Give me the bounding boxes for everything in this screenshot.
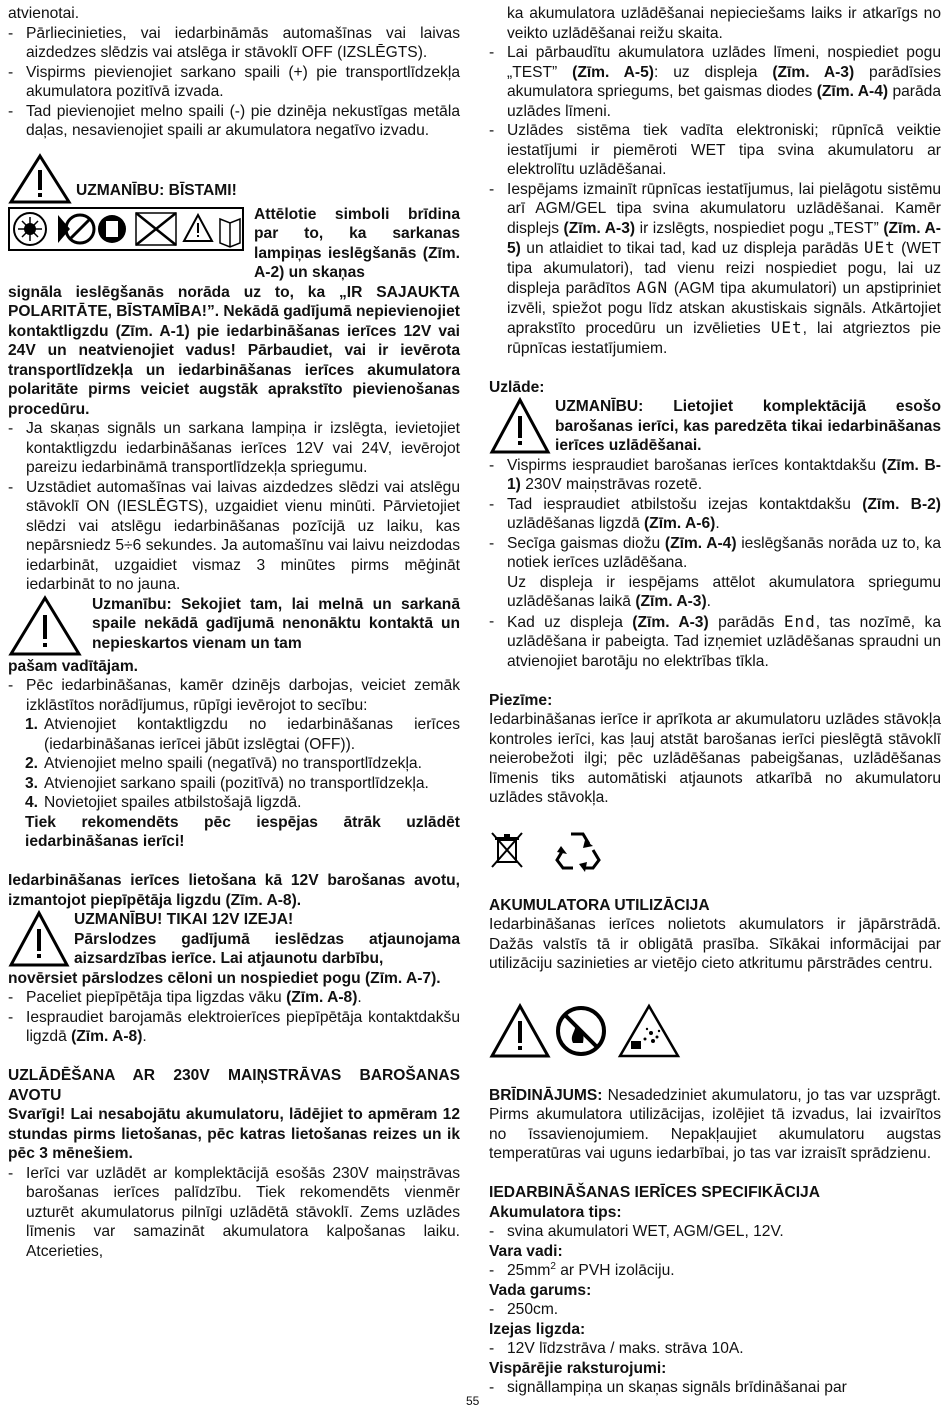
list-item: - Tad pievienojiet melno spaili (-) pie dzinēja nekustīgas metāla daļas, nesavienojiet spaili ar akumulatora negatīvo izvadu. [8, 102, 460, 139]
spec-value: - 250cm. [489, 1301, 559, 1318]
spec-value: - signāllampiņa un skaņas signāls brīdināšanai par [489, 1379, 847, 1396]
socket-warning-text: Pārslodzes gadījumā ieslēdzas atjaunojama aizsardzības ierīce. Lai atjaunotu darbību, [74, 930, 460, 967]
list-item: - Paceliet piepīpētāja tipa ligzdas vāku (Zīm. A-8). [8, 989, 362, 1006]
list-item: - Pēc iedarbināšanas, kamēr dzinējs darbojas, veiciet zemāk izklāstītos norādījumus, rūpīgi ievērojot to secību: [8, 677, 460, 714]
spec-label: Akumulatora tips: [489, 1203, 622, 1221]
mains-heading: UZLĀDĒŠANA AR 230V MAIŅSTRĀVAS BAROŠANAS AVOTU [8, 1067, 460, 1104]
socket-warning-title: UZMANĪBU! TIKAI 12V IZEJA! [74, 911, 294, 928]
warning-triangle-icon [489, 397, 551, 455]
caution-text: Uzmanību: Sekojiet tam, lai melnā un sarkanā spaile nekādā gadījumā nenonāktu kontaktā un nepieskartos vienam un tam [92, 595, 460, 652]
warning-triangle-icon [8, 910, 70, 968]
disposal-text: Iedarbināšanas ierīces nolietots akumulators ir jāpārstrādā. Dažās valstīs tā ir obligātā prasība. Sīkākai informācijai par utilizāciju sazinieties ar vietējo cieto atkritumu pārstrādes centru. [489, 916, 941, 972]
list-item: - Tad iespraudiet atbilstošu izejas kontaktdakšu (Zīm. B-2) uzlādēšanas ligzdā (Zīm. A-6). [489, 495, 941, 532]
warnings-paragraph: BRĪDINĀJUMS: Nesadedziniet akumulatoru, jo tas var uzsprāgt. Pirms akumulatora utilizācijas, izolējiet tā izvadus, lai izvairītos no īssavienojumiem. Nepakļaujiet akumulatoru augstas temperatūras vai uguns iedarbībai, jo tas var izraisīt sprādzienu. [489, 1086, 941, 1162]
step-item: 1. Atvienojiet kontaktligzdu no iedarbināšanas ierīces (iedarbināšanas ierīcei jābūt izslēgtai (OFF)). [25, 716, 460, 753]
list-item: - Vispirms pievienojiet sarkano spaili (+) pie transportlīdzekļa akumulatora pozitīvā izvada. [8, 63, 460, 100]
caution-rest: pašam vadītājam. [8, 657, 139, 675]
spec-label: Vada garums: [489, 1281, 592, 1299]
list-item: - Ierīci var uzlādēt ar komplektācijā esošās 230V maiņstrāvas barošanas ierīces palīdzību. Tiek rekomendēts vienmēr uzturēt akumulatorus pilnīgi uzlādētā stāvoklī. Zems uzlādes līmenis var samazināt akumulatora kalpošanas laiku. Atcerieties, [8, 1164, 460, 1260]
spec-value: - 12V līdzstrāva / maks. strāva 10A. [489, 1340, 744, 1357]
list-item: - Ja skaņas signāls un sarkana lampiņa ir izslēgta, ievietojiet kontaktligzdu iedarbināšanas ierīces 12V vai 24V, ievērojot pareizu iedarbināmā transportlīdzekļa spriegumu. [8, 420, 460, 476]
socket-heading: Iedarbināšanas ierīces lietošana kā 12V barošanas avotu, izmantojot piepīpētāja ligzdu (Zīm. A-8). [8, 872, 460, 909]
display-code-wet: UEt [863, 238, 896, 257]
warning-triangle-icon [489, 1003, 551, 1059]
step-item: 3. Atvienojiet sarkano spaili (pozitīvā) no transportlīdzekļa. [25, 774, 429, 792]
charge-warning: UZMANĪBU: Lietojiet komplektācijā esošo barošanas ierīci, kas paredzēta tikai iedarbināšanas ierīces uzlādēšanai. [555, 398, 941, 454]
display-code-wet: UEt [770, 318, 803, 337]
continuation-line: atvienotai. [8, 5, 80, 22]
warning-triangle-icon [8, 153, 72, 205]
list-item: - Iespējams izmainīt rūpnīcas iestatījumus, lai pielāgotu sistēmu arī AGM/GEL tipa svina akumulatoru uzlādēšanai. Kamēr displejs (Zīm. A-3) ir izslēgts, nospiediet pogu „TEST” (Zīm. A-5) un atlaidiet to tikai tad, kad uz displeja parādās UEt (WET tipa akumulatori), tad vienu reizi nospiediet pogu, lai uz displeja parādītos AGN (AGM tipa akumulatori) un apstipriniet izvēli, spiežot pogu līdz atskan akustiskais signāls. Atkārtojiet aprakstīto procedūru un izvēlieties UEt, lai atgrieztos pie rūpnīcas iestatījumiem. [489, 180, 941, 357]
list-item: - Lai pārbaudītu akumulatora uzlādes līmeni, nospiediet pogu „TEST” (Zīm. A-5): uz displeja (Zīm. A-3) parādīsies akumulatora spriegums, bet gaismas diodes (Zīm. A-4) parāda uzlādes līmeni. [489, 44, 942, 120]
list-item: - Vispirms iespraudiet barošanas ierīces kontaktdakšu (Zīm. B-1) 230V maiņstrāvas rozetē. [489, 456, 941, 493]
list-item: - Secīga gaismas diožu (Zīm. A-4) ieslēgšanās norāda uz to, ka notiek ierīces uzlādēšana. Uz displeja ir iespējams attēlot akumulatora spriegumu uzlādēšanas laikā (Zīm. A-3). [489, 534, 942, 610]
list-item: - Uzlādes sistēma tiek vadīta elektroniski; rūpnīcā veiktie iestatījumi ir piemēroti WET tipa svina akumulatoru ar elektrolītu uzlādēšanai. [489, 122, 941, 178]
note-heading: Piezīme: [489, 691, 553, 709]
disposal-heading: AKUMULATORA UTILIZĀCIJA [489, 896, 710, 914]
list-item: - Iespraudiet barojamās elektroierīces piepīpētāja kontaktdakšu ligzdā (Zīm. A-8). [8, 1008, 460, 1045]
list-item: - Uzstādiet automašīnas vai laivas aizdedzes slēdzi vai atslēgu stāvoklī ON (IESLĒGTS), uzgaidiet vienu minūti. Pārvietojiet slēdzi vai atslēgu iedarbināšanas pozīcijā uz laiku, kas nepārsniedz 5÷6 sekundes. Ja automašīnu vai laivu neizdodas iedarbināt, uzgaidiet vismaz 3 minūtes pirms mēģināt iedarbināt to no jauna. [8, 478, 460, 593]
spec-label: Vara vadi: [489, 1242, 563, 1260]
polarity-warning-symbols-icon [8, 207, 244, 251]
recommendation: Tiek rekomendēts pēc iespējas ātrāk uzlādēt iedarbināšanas ierīci! [25, 813, 460, 850]
danger-body: signāla ieslēgšanās norāda uz to, ka „IR SAJAUKTA POLARITĀTE, BĪSTAMĪBA!”. Nekādā gadījumā nepievienojiet kontaktligzdu (Zīm. A-1) pie iedarbināšanas ierīces 12V vai 24V un neatvienojiet vadus! Pārbaudiet, vai ir ievērota transportlīdzekļa un iedarbināšanas ierīces akumulatora polaritāte pirms veiciet augstāk aprakstīto pievienošanas procedūru. [8, 283, 460, 418]
right-column [489, 4, 941, 1398]
display-code-end: End [783, 611, 816, 631]
list-item: - Kad uz displeja (Zīm. A-3) parādās End, tas nozīmē, ka uzlādēšana ir pabeigta. Tad izņemiet uzlādēšanas spraudni un atvienojiet barotāju no elektrības tīkla. [489, 611, 941, 670]
spec-label: Vispārējie raksturojumi: [489, 1359, 667, 1377]
crossed-bin-icon [489, 830, 525, 870]
list-item: - Pārliecinieties, vai iedarbināmās automašīnas vai laivas aizdedzes slēdzis vai atslēga ir stāvoklī OFF (IZSLĒGTS). [8, 24, 460, 61]
danger-title: UZMANĪBU: BĪSTAMI! [76, 181, 237, 199]
caution-triangle-icon [8, 595, 82, 657]
no-fire-icon [555, 1005, 607, 1057]
explosion-warning-icon [617, 1003, 681, 1059]
spec-value: - svina akumulatori WET, AGM/GEL, 12V. [489, 1223, 784, 1240]
spec-value: - $25mm^2$ ar PVH izolāciju. [489, 1260, 675, 1279]
spec-label: Izejas ligzda: [489, 1320, 586, 1338]
danger-side-text: Attēlotie simboli brīdina par to, ka sarkanas lampiņas ieslēgšanās (Zīm. A-2) un skaņas [254, 205, 460, 281]
page-number: 55 [466, 1394, 480, 1408]
step-item: 4. Novietojiet spailes atbilstošajā ligzdā. [25, 794, 302, 811]
left-column [8, 4, 460, 1261]
display-code-agm: AGN [636, 278, 669, 297]
recycle-icon [553, 828, 603, 872]
step-item: 2. Atvienojiet melno spaili (negatīvā) no transportlīdzekļa. [25, 755, 422, 772]
hazard-icons [489, 974, 941, 1086]
spec-heading: IEDARBINĀŠANAS IERĪCES SPECIFIKĀCIJA [489, 1184, 820, 1201]
charge-heading: Uzlāde: [489, 378, 545, 396]
continuation-text: ka akumulatora uzlādēšanai nepieciešams laiks ir atkarīgs no veikto uzlādēšanai reižu skaita. [507, 5, 941, 42]
disposal-icons [489, 808, 941, 892]
mains-important: Svarīgi! Lai nesabojātu akumulatoru, lādējiet to apmēram 12 stundas pirms lietošanas, pēc katras lietošanas reizes un ik pēc 3 mēnešiem. [8, 1106, 460, 1162]
note-text: Iedarbināšanas ierīce ir aprīkota ar akumulatoru uzlādes stāvokļa kontroles ierīci, kas ļauj atstāt barošanas ierīci pieslēgtā stāvoklī neierobežoti ilgi; pēc uzlādēšanas pabeigšanas, uzlādēšanas līmenis tiks automātiski atjaunots atkarībā no akumulatoru uzlādes stāvokļa. [489, 711, 941, 806]
danger-heading [8, 153, 460, 205]
socket-warning-rest: novērsiet pārslodzes cēloni un nospiediet pogu (Zīm. A-7). [8, 969, 441, 987]
